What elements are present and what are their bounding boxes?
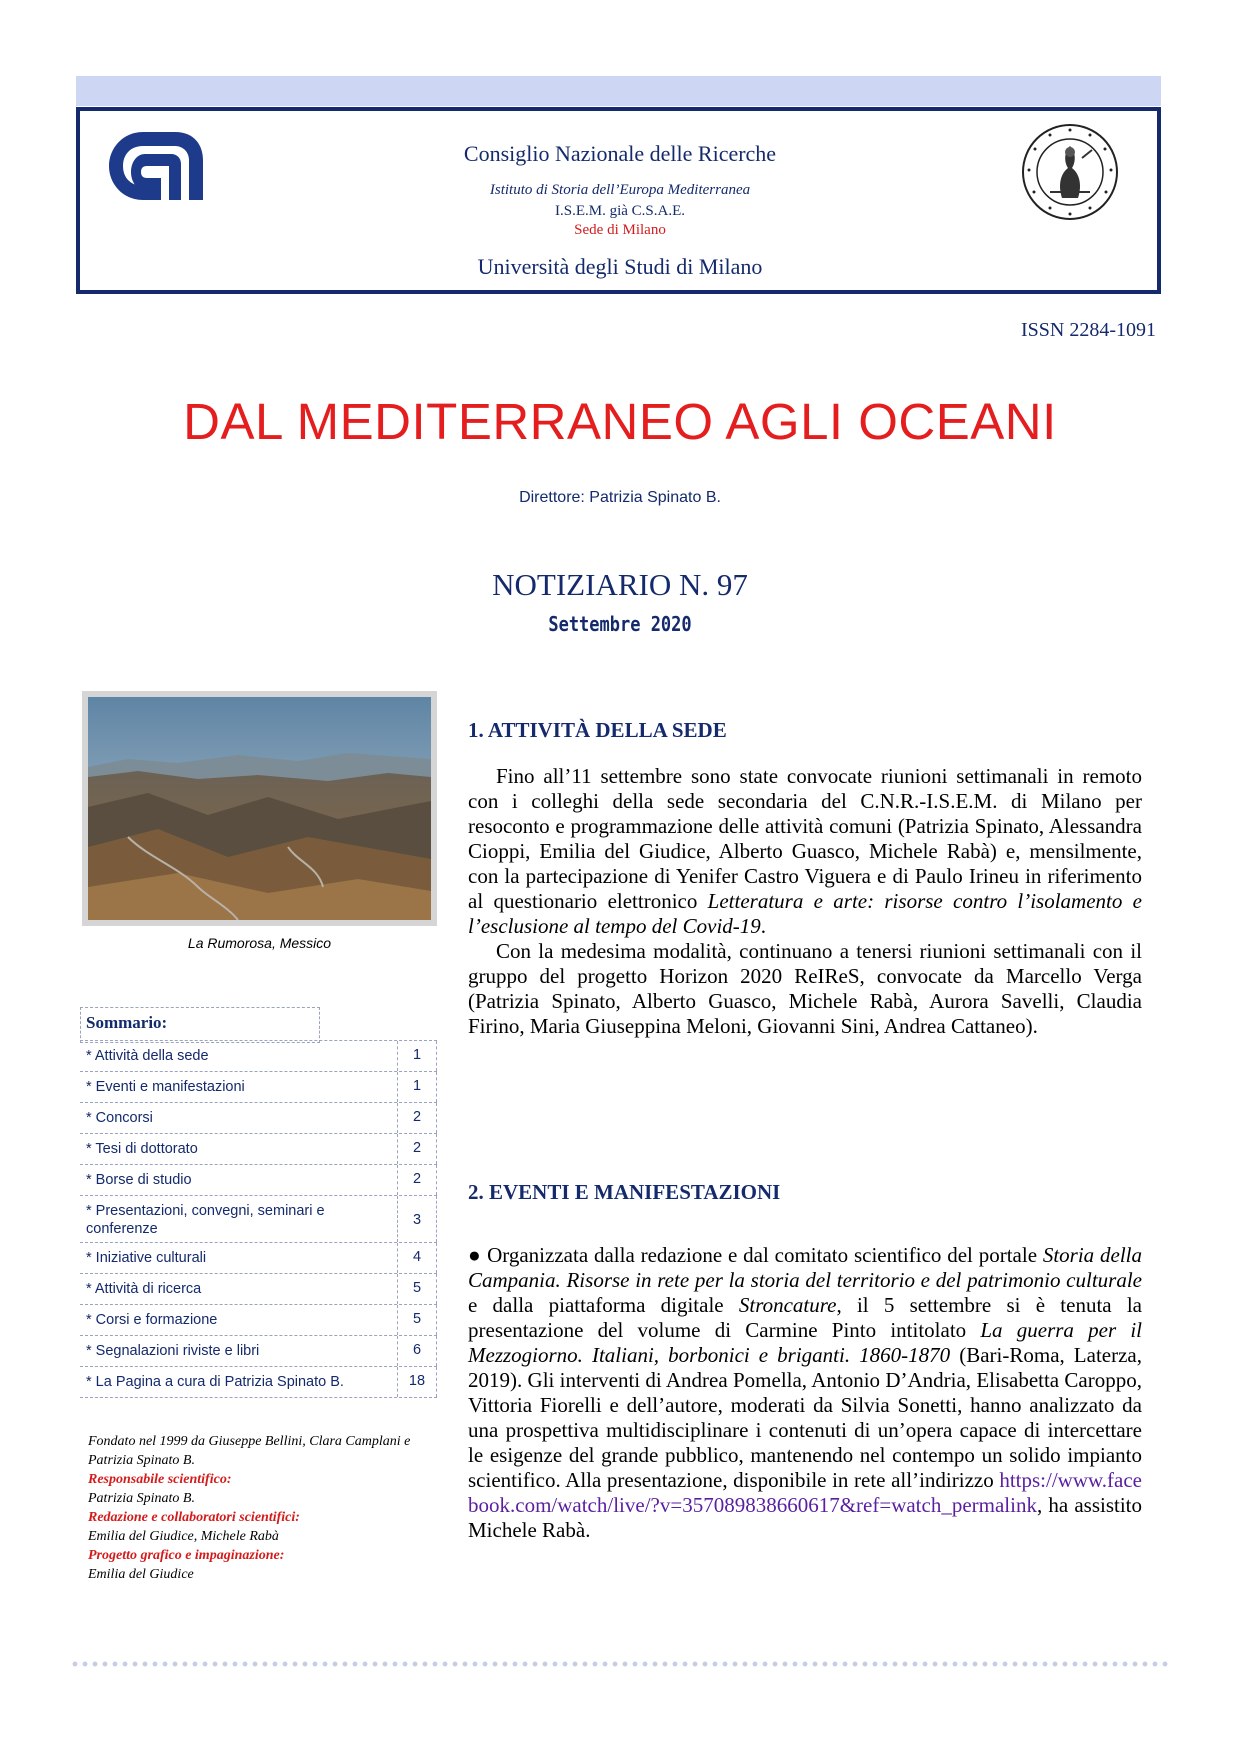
toc-item-text: * Presentazioni, convegni, seminari e conferenze — [86, 1203, 325, 1237]
toc-row[interactable] — [80, 1195, 437, 1242]
colophon-progetto-value: Emilia del Giudice — [88, 1567, 194, 1582]
toc-item-text: * Corsi e formazione — [86, 1312, 218, 1328]
university-seal — [1020, 122, 1120, 222]
section-title-attivita: 1. ATTIVITÀ DELLA SEDE — [468, 718, 727, 742]
toc-item-text: * La Pagina a cura di Patrizia Spinato B. — [86, 1374, 344, 1390]
colophon-progetto-label: Progetto grafico e impaginazione: — [88, 1548, 285, 1563]
issue-number: NOTIZIARIO N. 97 — [492, 567, 748, 602]
toc-row[interactable] — [80, 1164, 437, 1195]
toc-row[interactable] — [80, 1273, 437, 1304]
cnr-logo — [105, 128, 207, 204]
italic-run: Stroncature — [738, 1293, 837, 1317]
toc-item-page: 1 — [397, 1041, 437, 1071]
toc-item-text: * Attività della sede — [86, 1048, 209, 1064]
bullet-icon: ● — [468, 1243, 482, 1267]
photo-caption: La Rumorosa, Messico — [187, 935, 332, 951]
text-run: Organizzata dalla redazione e dal comitato scientifico del portale — [481, 1243, 1043, 1267]
issn: ISSN 2284-1091 — [1020, 319, 1156, 341]
section-body-attivita — [468, 764, 1142, 1039]
toc-item-text: * Borse di studio — [86, 1172, 192, 1188]
toc-item-text: * Iniziative culturali — [86, 1250, 207, 1266]
toc-item-text: * Segnalazioni riviste e libri — [86, 1343, 260, 1359]
section-title-eventi: 2. EVENTI E MANIFESTAZIONI — [468, 1180, 781, 1204]
italic-run: Storia della Campania. Risorse in rete per la storia del territorio e del patrimonio culturale — [468, 1243, 1142, 1292]
toc-item-page: 4 — [397, 1243, 437, 1273]
toc-item-page: 18 — [397, 1367, 437, 1397]
toc-row[interactable] — [80, 1040, 437, 1071]
paragraph — [468, 1243, 1142, 1543]
header-seat: Sede di Milano — [574, 222, 666, 238]
toc-row[interactable] — [80, 1133, 437, 1164]
toc-item-page: 5 — [397, 1305, 437, 1335]
header-university: Università degli Studi di Milano — [477, 254, 763, 279]
toc-row[interactable] — [80, 1335, 437, 1366]
text-run: , il 5 settembre si è tenuta la presentazione del volume di Carmine Pinto intitolato — [468, 1293, 1142, 1342]
issue-date: Settembre 2020 — [548, 612, 692, 636]
dotted-divider — [70, 1660, 1170, 1668]
toc-row[interactable] — [80, 1102, 437, 1133]
sommario-label: Sommario: — [86, 1013, 168, 1032]
toc-item-page: 2 — [397, 1165, 437, 1195]
header-acronym: I.S.E.M. già C.S.A.E. — [554, 203, 685, 219]
toc-item-page: 1 — [397, 1072, 437, 1102]
text-run: Fino all’11 settembre sono state convocate riunioni settimanali in remoto con i colleghi della sede secondaria del C.N.R.-I.S.E.M. di Milano per resoconto e programmazione delle attività comuni (Patrizia Spinato, Alessandra Cioppi, Emilia del Giudice, Alberto Guasco, Michele Rabà) e, mensilmente, con la partecipazione di Yenifer Castro Viguera e di Paulo Irineu in riferimento al questionario elettronico — [468, 764, 1142, 913]
toc-item-text: * Eventi e manifestazioni — [86, 1079, 245, 1095]
toc-item-page: 6 — [397, 1336, 437, 1366]
colophon-redazione-label: Redazione e collaboratori scientifici: — [88, 1510, 300, 1525]
colophon-resp-value: Patrizia Spinato B. — [88, 1491, 195, 1506]
toc-row[interactable] — [80, 1366, 437, 1398]
toc-item-page: 2 — [397, 1103, 437, 1133]
toc-item-page: 5 — [397, 1274, 437, 1304]
toc-row[interactable] — [80, 1304, 437, 1335]
colophon-redazione-value: Emilia del Giudice, Michele Rabà — [88, 1529, 279, 1544]
text-run: e dalla piattaforma digitale — [468, 1293, 739, 1317]
paragraph — [468, 764, 1142, 939]
toc-item-page: 3 — [397, 1196, 437, 1242]
toc-item-text: * Tesi di dottorato — [86, 1141, 198, 1157]
facebook-link[interactable]: https://www.facebook.com/watch/live/?v=357089838660617&ref=watch_permalink — [468, 1468, 1142, 1517]
section-body-eventi — [468, 1243, 1142, 1543]
colophon-founded: Fondato nel 1999 da Giuseppe Bellini, Clara Camplani e Patrizia Spinato B. — [88, 1434, 411, 1468]
director: Direttore: Patrizia Spinato B. — [519, 489, 721, 506]
toc-item-page: 2 — [397, 1134, 437, 1164]
header-band — [76, 76, 1161, 106]
header-cnr-name: Consiglio Nazionale delle Ricerche — [463, 141, 777, 166]
page-title: DAL MEDITERRANEO AGLI OCEANI — [183, 393, 1057, 450]
colophon-resp-label: Responsabile scientifico: — [88, 1472, 232, 1487]
text-run: . — [760, 914, 767, 938]
toc-row[interactable] — [80, 1071, 437, 1102]
toc-item-text: * Concorsi — [86, 1110, 153, 1126]
colophon — [88, 1432, 428, 1584]
toc-row[interactable] — [80, 1242, 437, 1273]
sommario-table — [80, 1040, 437, 1398]
landscape-photo — [88, 697, 431, 920]
text-run: , ha assistito Michele Rabà. — [468, 1493, 1142, 1542]
text-run: (Bari-Roma, Laterza, 2019). Gli interventi di Andrea Pomella, Antonio D’Andria, Elisabetta Caroppo, Vittoria Fiorelli e dell’autore, moderati da Silvia Sonetti, hanno analizzato da una prospettiva multidisciplinare i contenuti di un’opera capace di intercettare le esigenze del grande pubblico, mantenendo nel contempo un solido impianto scientifico. Alla presentazione, disponibile in rete all’indirizzo — [468, 1343, 1142, 1492]
toc-item-text: * Attività di ricerca — [86, 1281, 202, 1297]
header-institute: Istituto di Storia dell’Europa Mediterranea — [489, 182, 751, 198]
italic-run: La guerra per il Mezzogiorno. Italiani, borbonici e briganti. 1860-1870 — [468, 1318, 1142, 1367]
italic-run: Letteratura e arte: risorse contro l’isolamento e l’esclusione al tempo del Covid-19 — [468, 889, 1142, 938]
paragraph: Con la medesima modalità, continuano a tenersi riunioni settimanali con il gruppo del progetto Horizon 2020 ReIReS, convocate da Marcello Verga (Patrizia Spinato, Alberto Guasco, Michele Rabà, Aurora Savelli, Claudia Firino, Maria Giuseppina Meloni, Giovanni Sini, Andrea Cattaneo). — [468, 939, 1142, 1038]
